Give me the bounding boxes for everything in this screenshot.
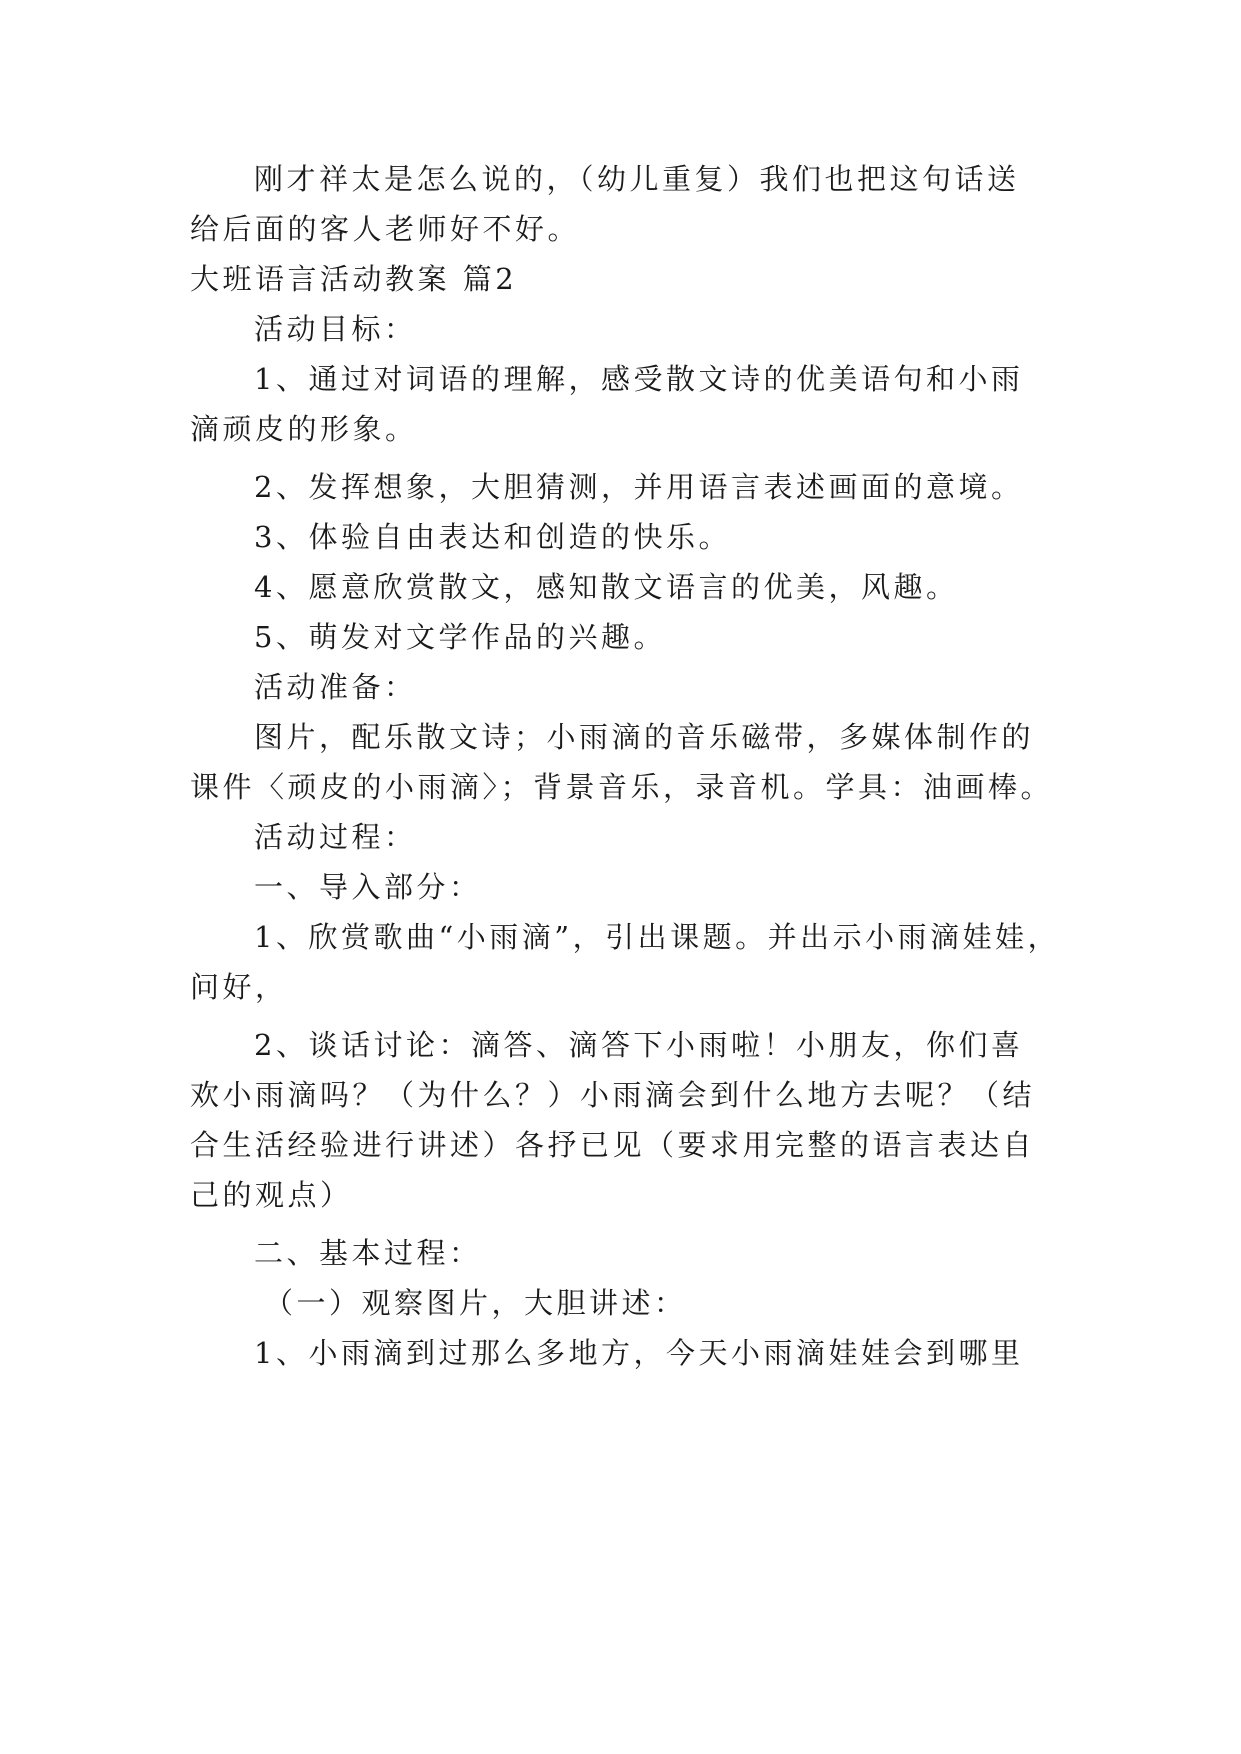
list-item-continuation: 己的观点）: [190, 1178, 353, 1212]
subheading: （一）观察图片，大胆讲述：: [264, 1286, 687, 1320]
subheading: 活动准备：: [254, 670, 417, 704]
paragraph-line: 刚才祥太是怎么说的，（幼儿重复）我们也把这句话送: [254, 162, 1020, 196]
paragraph-line: 给后面的客人老师好不好。: [190, 212, 581, 246]
paragraph-line: 图片，配乐散文诗；小雨滴的音乐磁带，多媒体制作的: [254, 720, 1035, 754]
paragraph-line: 课件〈顽皮的小雨滴〉；背景音乐，录音机。学具：油画棒。: [190, 770, 1054, 804]
subheading: 活动目标：: [254, 312, 417, 346]
subheading: 活动过程：: [254, 820, 417, 854]
list-item: 4、愿意欣赏散文，感知散文语言的优美，风趣。: [254, 570, 959, 604]
subheading: 二、基本过程：: [254, 1236, 482, 1270]
list-item-continuation: 欢小雨滴吗？（为什么？）小雨滴会到什么地方去呢？（结: [190, 1078, 1036, 1112]
list-item: 2、谈话讨论：滴答、滴答下小雨啦！小朋友，你们喜: [254, 1028, 1024, 1062]
list-item-continuation: 滴顽皮的形象。: [190, 412, 418, 446]
list-item: 3、体验自由表达和创造的快乐。: [254, 520, 731, 554]
section-heading: 大班语言活动教案 篇2: [190, 262, 518, 296]
list-item: 2、发挥想象，大胆猜测，并用语言表述画面的意境。: [254, 470, 1024, 504]
list-item-continuation: 问好，: [190, 970, 288, 1004]
subheading: 一、导入部分：: [254, 870, 482, 904]
list-item: 1、小雨滴到过那么多地方，今天小雨滴娃娃会到哪里: [254, 1336, 1024, 1370]
list-item: 5、萌发对文学作品的兴趣。: [254, 620, 666, 654]
document-page: [190, 160, 1070, 1372]
list-item-continuation: 合生活经验进行讲述）各抒已见（要求用完整的语言表达自: [190, 1128, 1036, 1162]
list-item: 1、欣赏歌曲“小雨滴”，引出课题。并出示小雨滴娃娃，: [254, 920, 1061, 954]
list-item: 1、通过对词语的理解，感受散文诗的优美语句和小雨: [254, 362, 1024, 396]
